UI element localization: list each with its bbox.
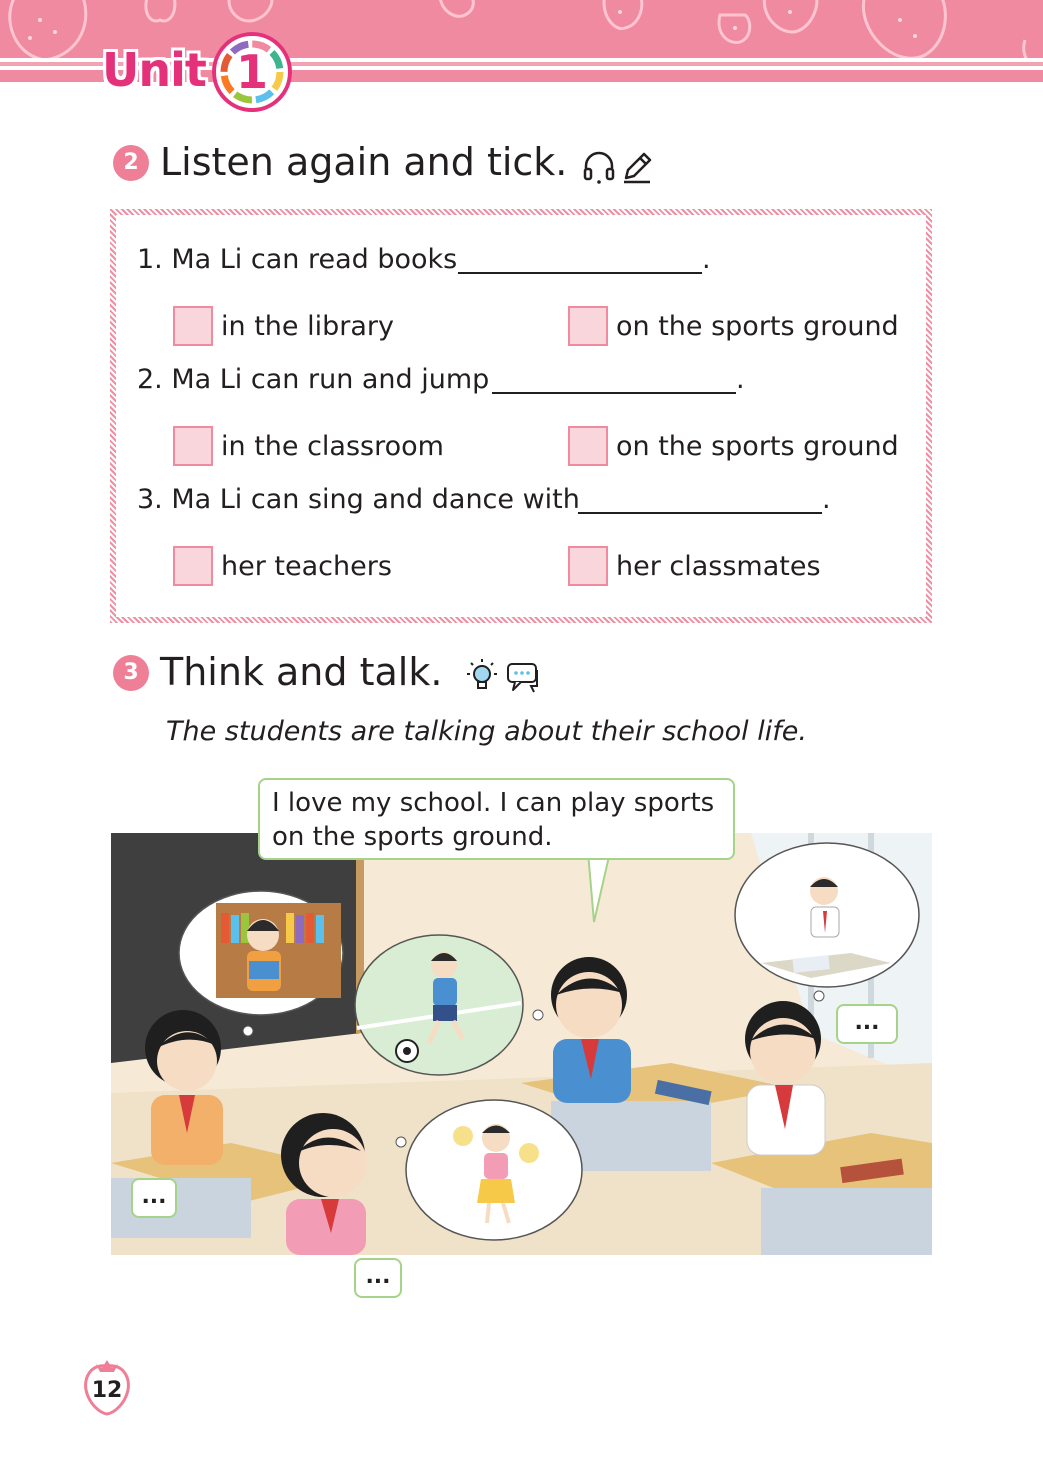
tick-box-2b[interactable] bbox=[568, 426, 608, 466]
tick-box-3a[interactable] bbox=[173, 546, 213, 586]
tick-box-1b[interactable] bbox=[568, 306, 608, 346]
speech-line-2: on the sports ground. bbox=[272, 822, 553, 852]
question-1: 1. Ma Li can read books bbox=[137, 244, 458, 275]
question-2: 2. Ma Li can run and jump bbox=[137, 364, 490, 395]
section-title-think: Think and talk. bbox=[160, 650, 443, 694]
speech-line-1: I love my school. I can play sports bbox=[272, 788, 715, 818]
lightbulb-icon bbox=[464, 658, 500, 694]
option-2b: on the sports ground bbox=[616, 431, 899, 462]
pencil-icon bbox=[620, 150, 654, 184]
speech-tail-icon bbox=[586, 852, 614, 926]
option-1a: in the library bbox=[221, 311, 394, 342]
ellipsis-bubble-bottom: ... bbox=[354, 1258, 402, 1298]
answer-blank-3[interactable] bbox=[578, 512, 822, 514]
unit-number: 1 bbox=[235, 45, 268, 99]
answer-blank-1[interactable] bbox=[458, 272, 702, 274]
ellipsis-bubble-right: ... bbox=[836, 1004, 898, 1044]
unit-label: Unit bbox=[102, 43, 206, 97]
speech-bubble-main bbox=[258, 778, 735, 860]
tick-box-3b[interactable] bbox=[568, 546, 608, 586]
option-3a: her teachers bbox=[221, 551, 392, 582]
option-3b: her classmates bbox=[616, 551, 821, 582]
answer-blank-2[interactable] bbox=[492, 392, 736, 394]
question-1-end: . bbox=[702, 244, 711, 275]
tick-box-2a[interactable] bbox=[173, 426, 213, 466]
question-2-end: . bbox=[736, 364, 745, 395]
option-1b: on the sports ground bbox=[616, 311, 899, 342]
question-3-end: . bbox=[822, 484, 831, 515]
question-3: 3. Ma Li can sing and dance with bbox=[137, 484, 580, 515]
classroom-illustration bbox=[111, 833, 932, 1255]
option-2a: in the classroom bbox=[221, 431, 444, 462]
section-title-listen: Listen again and tick. bbox=[160, 140, 568, 184]
tick-box-1a[interactable] bbox=[173, 306, 213, 346]
headphones-icon bbox=[582, 150, 616, 184]
chat-icon bbox=[505, 660, 541, 694]
page-number: 12 bbox=[91, 1378, 123, 1403]
section-number-3: 3 bbox=[113, 655, 149, 691]
section-number-2: 2 bbox=[113, 145, 149, 181]
ellipsis-bubble-left: ... bbox=[131, 1178, 177, 1218]
section-intro: The students are talking about their school life. bbox=[166, 716, 807, 747]
